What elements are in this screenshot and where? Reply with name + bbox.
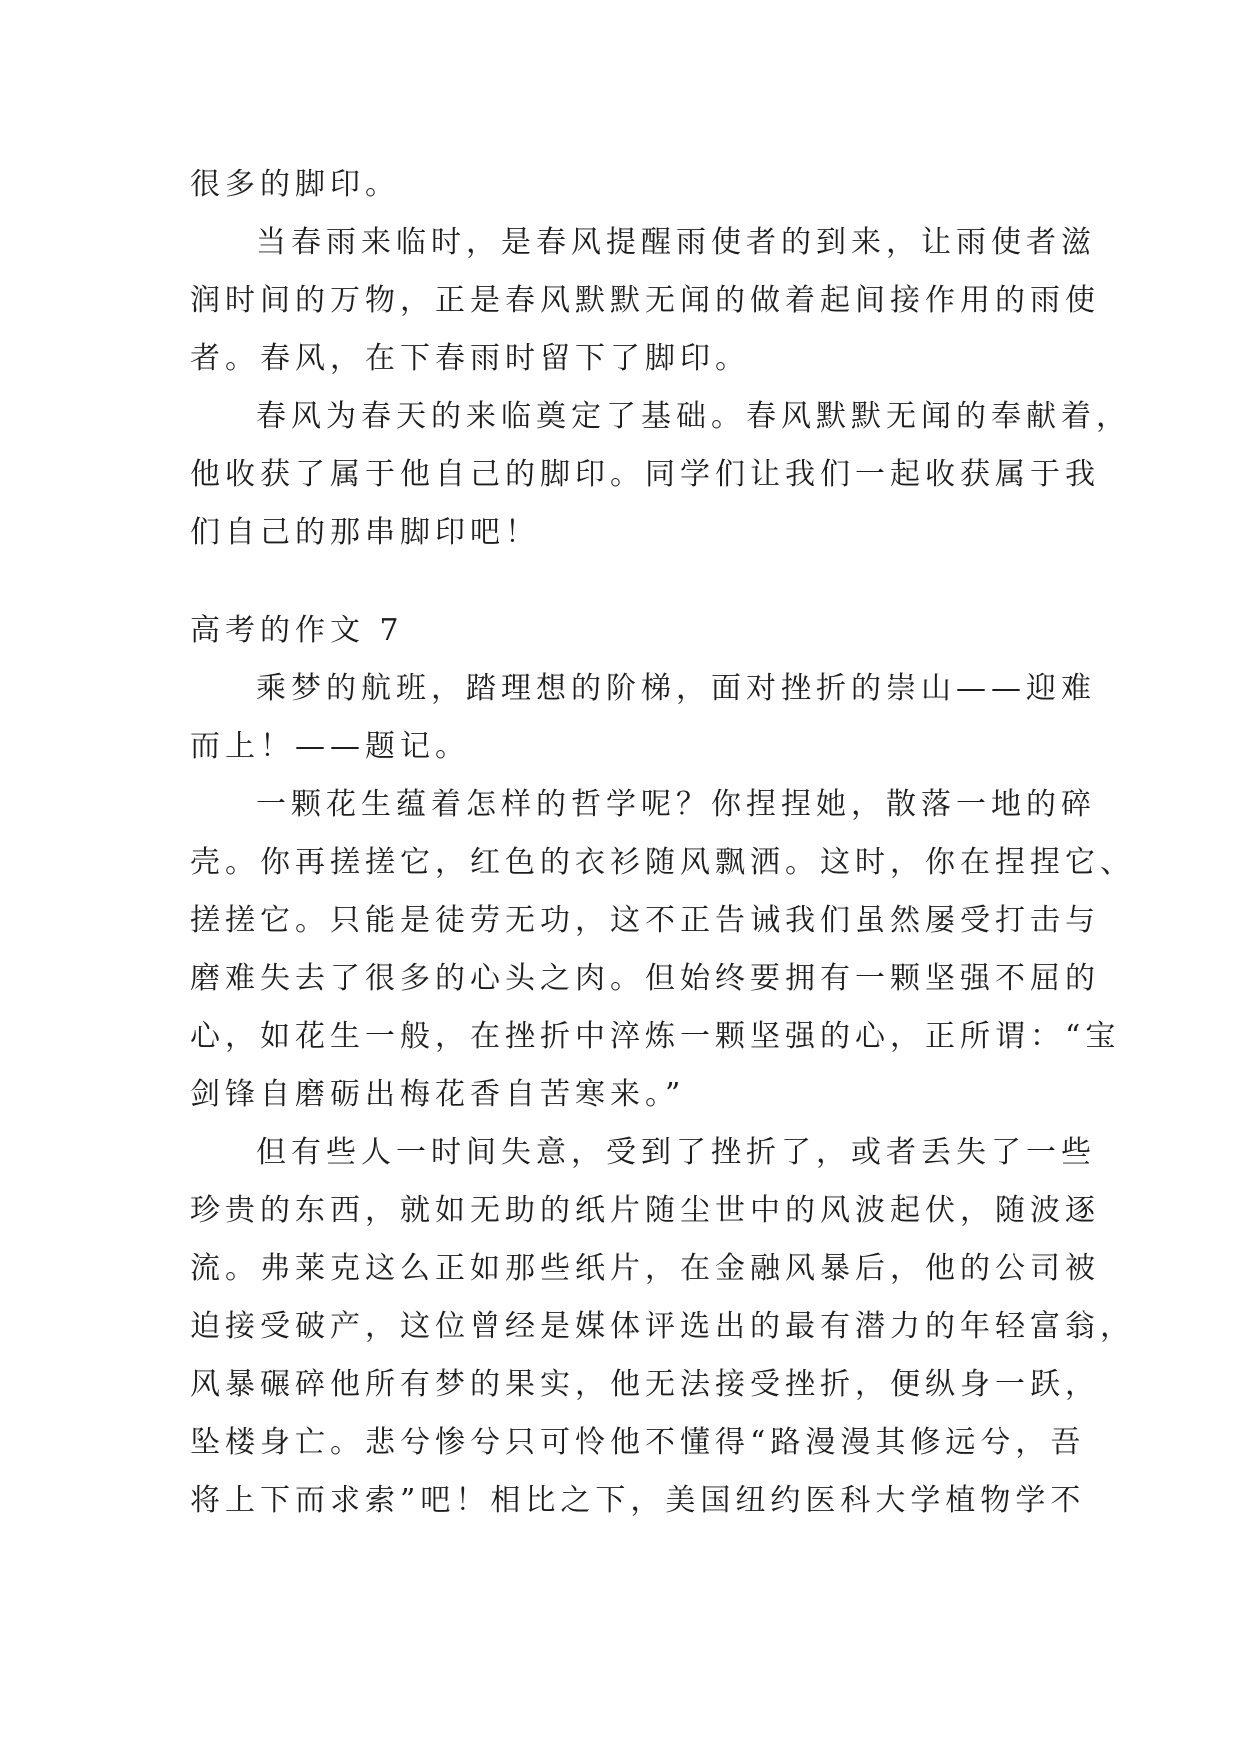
paragraph-line: 乘梦的航班，踏理想的阶梯，面对挫折的崇山——迎难	[256, 671, 1096, 706]
paragraph-line: 但有些人一时间失意，受到了挫折了，或者丢失了一些	[256, 1135, 1096, 1170]
paragraph-line: 壳。你再搓搓它，红色的衣衫随风飘洒。这时，你在捏捏它、	[190, 845, 1135, 880]
paragraph-line: 磨难失去了很多的心头之肉。但始终要拥有一颗坚强不屈的	[190, 961, 1100, 996]
paragraph-line: 将上下而求索”吧！相比之下，美国纽约医科大学植物学不	[190, 1483, 1086, 1518]
paragraph-line: 珍贵的东西，就如无助的纸片随尘世中的风波起伏，随波逐	[190, 1193, 1100, 1228]
essay-heading: 高考的作文 7	[190, 613, 404, 648]
paragraph-line: 们自己的那串脚印吧！	[190, 515, 540, 550]
paragraph-line: 很多的脚印。	[190, 167, 400, 202]
paragraph-line: 春风为春天的来临奠定了基础。春风默默无闻的奉献着，	[256, 399, 1131, 434]
paragraph-line: 流。弗莱克这么正如那些纸片，在金融风暴后，他的公司被	[190, 1251, 1100, 1286]
essay-section-7	[190, 660, 1135, 1530]
paragraph-line: 搓搓它。只能是徒劳无功，这不正告诫我们虽然屡受打击与	[190, 903, 1100, 938]
paragraph-line: 一颗花生蕴着怎样的哲学呢？你捏捏她，散落一地的碎	[256, 787, 1096, 822]
paragraph-line: 心，如花生一般，在挫折中淬炼一颗坚强的心，正所谓：“宝	[190, 1019, 1121, 1054]
paragraph-line: 坠楼身亡。悲兮惨兮只可怜他不懂得“路漫漫其修远兮，吾	[190, 1425, 1086, 1460]
paragraph-line: 他收获了属于他自己的脚印。同学们让我们一起收获属于我	[190, 457, 1100, 492]
paragraph-line: 当春雨来临时，是春风提醒雨使者的到来，让雨使者滋	[256, 225, 1096, 260]
paragraph-line: 润时间的万物，正是春风默默无闻的做着起间接作用的雨使	[190, 283, 1100, 318]
paragraph-line: 剑锋自磨砺出梅花香自苦寒来。”	[190, 1077, 686, 1112]
paragraph-line: 者。春风，在下春雨时留下了脚印。	[190, 341, 750, 376]
paragraph-line: 迫接受破产，这位曾经是媒体评选出的最有潜力的年轻富翁，	[190, 1309, 1135, 1344]
paragraph-line: 风暴碾碎他所有梦的果实，他无法接受挫折，便纵身一跃，	[190, 1367, 1100, 1402]
paragraph-line: 而上！——题记。	[190, 729, 470, 764]
essay-section-previous	[190, 156, 1131, 562]
